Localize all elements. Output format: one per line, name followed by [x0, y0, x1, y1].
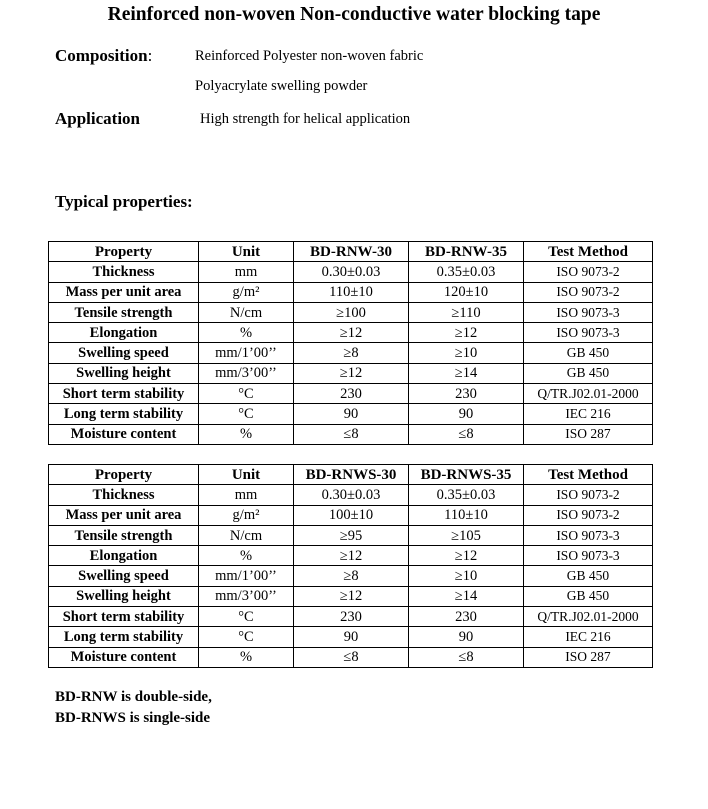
table-cell: ≥8: [294, 343, 409, 363]
table-cell: ≥12: [294, 546, 409, 566]
test-method-cell: ISO 287: [524, 424, 653, 444]
table-row: [49, 424, 653, 444]
properties-table-rnw: [48, 241, 653, 445]
table-cell: ≥105: [409, 525, 524, 545]
table-header-row: [49, 242, 653, 262]
test-method-cell: GB 450: [524, 363, 653, 383]
column-header: BD-RNWS-30: [294, 465, 409, 485]
table-cell: ≥14: [409, 586, 524, 606]
property-name-cell: Tensile strength: [49, 302, 199, 322]
test-method-cell: ISO 9073-2: [524, 282, 653, 302]
table-cell: ≥12: [294, 323, 409, 343]
property-name-cell: Swelling speed: [49, 566, 199, 586]
table-cell: °C: [199, 384, 294, 404]
table-cell: ≥12: [294, 363, 409, 383]
property-name-cell: Long term stability: [49, 627, 199, 647]
property-name-cell: Swelling height: [49, 586, 199, 606]
table-cell: 0.30±0.03: [294, 485, 409, 505]
test-method-cell: ISO 9073-3: [524, 546, 653, 566]
test-method-cell: ISO 9073-2: [524, 262, 653, 282]
test-method-cell: ISO 9073-3: [524, 525, 653, 545]
application-label: Application: [55, 109, 141, 128]
property-name-cell: Tensile strength: [49, 525, 199, 545]
table-cell: ≤8: [409, 424, 524, 444]
typical-properties-heading: Typical properties:: [55, 192, 193, 211]
property-name-cell: Mass per unit area: [49, 282, 199, 302]
composition-label-colon: :: [147, 46, 153, 65]
table-cell: %: [199, 323, 294, 343]
table-cell: 120±10: [409, 282, 524, 302]
column-header: Property: [49, 242, 199, 262]
table-row: [49, 647, 653, 667]
table-row: [49, 302, 653, 322]
test-method-cell: Q/TR.J02.01-2000: [524, 384, 653, 404]
table-cell: 90: [409, 627, 524, 647]
column-header: BD-RNWS-35: [409, 465, 524, 485]
table-cell: 110±10: [294, 282, 409, 302]
table-cell: 0.35±0.03: [409, 262, 524, 282]
table-cell: ≤8: [409, 647, 524, 667]
table-cell: ≥12: [409, 323, 524, 343]
property-name-cell: Short term stability: [49, 384, 199, 404]
table-cell: 230: [409, 607, 524, 627]
table-row: [49, 586, 653, 606]
table-row: [49, 525, 653, 545]
test-method-cell: GB 450: [524, 586, 653, 606]
table-cell: mm/1’00’’: [199, 566, 294, 586]
note-single-side: BD-RNWS is single-side: [55, 710, 211, 726]
column-header: BD-RNW-30: [294, 242, 409, 262]
table-cell: %: [199, 424, 294, 444]
table-row: [49, 343, 653, 363]
table-row: [49, 384, 653, 404]
test-method-cell: Q/TR.J02.01-2000: [524, 607, 653, 627]
table-cell: ≥100: [294, 302, 409, 322]
composition-label: [55, 46, 152, 66]
property-name-cell: Moisture content: [49, 424, 199, 444]
table-cell: 230: [294, 384, 409, 404]
property-name-cell: Moisture content: [49, 647, 199, 667]
composition-item-1: Reinforced Polyester non-woven fabric: [195, 48, 424, 64]
table-row: [49, 505, 653, 525]
table-row: [49, 262, 653, 282]
property-name-cell: Elongation: [49, 323, 199, 343]
table-cell: g/m²: [199, 282, 294, 302]
table-cell: ≥110: [409, 302, 524, 322]
table-cell: ≥95: [294, 525, 409, 545]
table-cell: mm: [199, 262, 294, 282]
table-cell: mm/1’00’’: [199, 343, 294, 363]
column-header: Property: [49, 465, 199, 485]
table-cell: ≥10: [409, 343, 524, 363]
table-row: [49, 404, 653, 424]
table-cell: ≥12: [294, 586, 409, 606]
properties-table-rnws: [48, 464, 653, 668]
property-name-cell: Elongation: [49, 546, 199, 566]
test-method-cell: GB 450: [524, 566, 653, 586]
table-cell: %: [199, 647, 294, 667]
table-cell: N/cm: [199, 525, 294, 545]
test-method-cell: ISO 9073-2: [524, 505, 653, 525]
table-cell: 230: [409, 384, 524, 404]
table-cell: %: [199, 546, 294, 566]
table-header-row: [49, 465, 653, 485]
table-cell: ≥8: [294, 566, 409, 586]
column-header: Unit: [199, 465, 294, 485]
property-name-cell: Mass per unit area: [49, 505, 199, 525]
table-cell: 90: [409, 404, 524, 424]
table-cell: N/cm: [199, 302, 294, 322]
note-double-side: BD-RNW is double-side,: [55, 689, 212, 705]
test-method-cell: ISO 9073-3: [524, 302, 653, 322]
property-name-cell: Short term stability: [49, 607, 199, 627]
test-method-cell: ISO 287: [524, 647, 653, 667]
table-row: [49, 546, 653, 566]
table-cell: 0.30±0.03: [294, 262, 409, 282]
table-cell: mm: [199, 485, 294, 505]
column-header: Test Method: [524, 465, 653, 485]
table-row: [49, 323, 653, 343]
composition-label-text: Composition: [55, 46, 148, 65]
column-header: Test Method: [524, 242, 653, 262]
table-row: [49, 607, 653, 627]
table-row: [49, 485, 653, 505]
property-name-cell: Thickness: [49, 262, 199, 282]
property-name-cell: Swelling speed: [49, 343, 199, 363]
table-cell: g/m²: [199, 505, 294, 525]
table-row: [49, 627, 653, 647]
table-cell: ≤8: [294, 424, 409, 444]
table-cell: 90: [294, 404, 409, 424]
table-row: [49, 363, 653, 383]
test-method-cell: IEC 216: [524, 404, 653, 424]
test-method-cell: ISO 9073-3: [524, 323, 653, 343]
table-cell: °C: [199, 607, 294, 627]
table-row: [49, 282, 653, 302]
table-cell: 230: [294, 607, 409, 627]
test-method-cell: ISO 9073-2: [524, 485, 653, 505]
document-title: Reinforced non-woven Non-conductive water blocking tape: [107, 4, 601, 25]
table-cell: °C: [199, 404, 294, 424]
column-header: Unit: [199, 242, 294, 262]
property-name-cell: Long term stability: [49, 404, 199, 424]
table-cell: mm/3’00’’: [199, 363, 294, 383]
table-cell: ≥14: [409, 363, 524, 383]
table-cell: 110±10: [409, 505, 524, 525]
application-value: High strength for helical application: [200, 111, 411, 127]
test-method-cell: GB 450: [524, 343, 653, 363]
test-method-cell: IEC 216: [524, 627, 653, 647]
table-cell: 100±10: [294, 505, 409, 525]
composition-item-2: Polyacrylate swelling powder: [195, 78, 368, 94]
table-cell: 0.35±0.03: [409, 485, 524, 505]
column-header: BD-RNW-35: [409, 242, 524, 262]
table-cell: 90: [294, 627, 409, 647]
table-row: [49, 566, 653, 586]
property-name-cell: Thickness: [49, 485, 199, 505]
table-cell: ≤8: [294, 647, 409, 667]
table-cell: mm/3’00’’: [199, 586, 294, 606]
table-cell: ≥10: [409, 566, 524, 586]
property-name-cell: Swelling height: [49, 363, 199, 383]
table-cell: °C: [199, 627, 294, 647]
table-cell: ≥12: [409, 546, 524, 566]
